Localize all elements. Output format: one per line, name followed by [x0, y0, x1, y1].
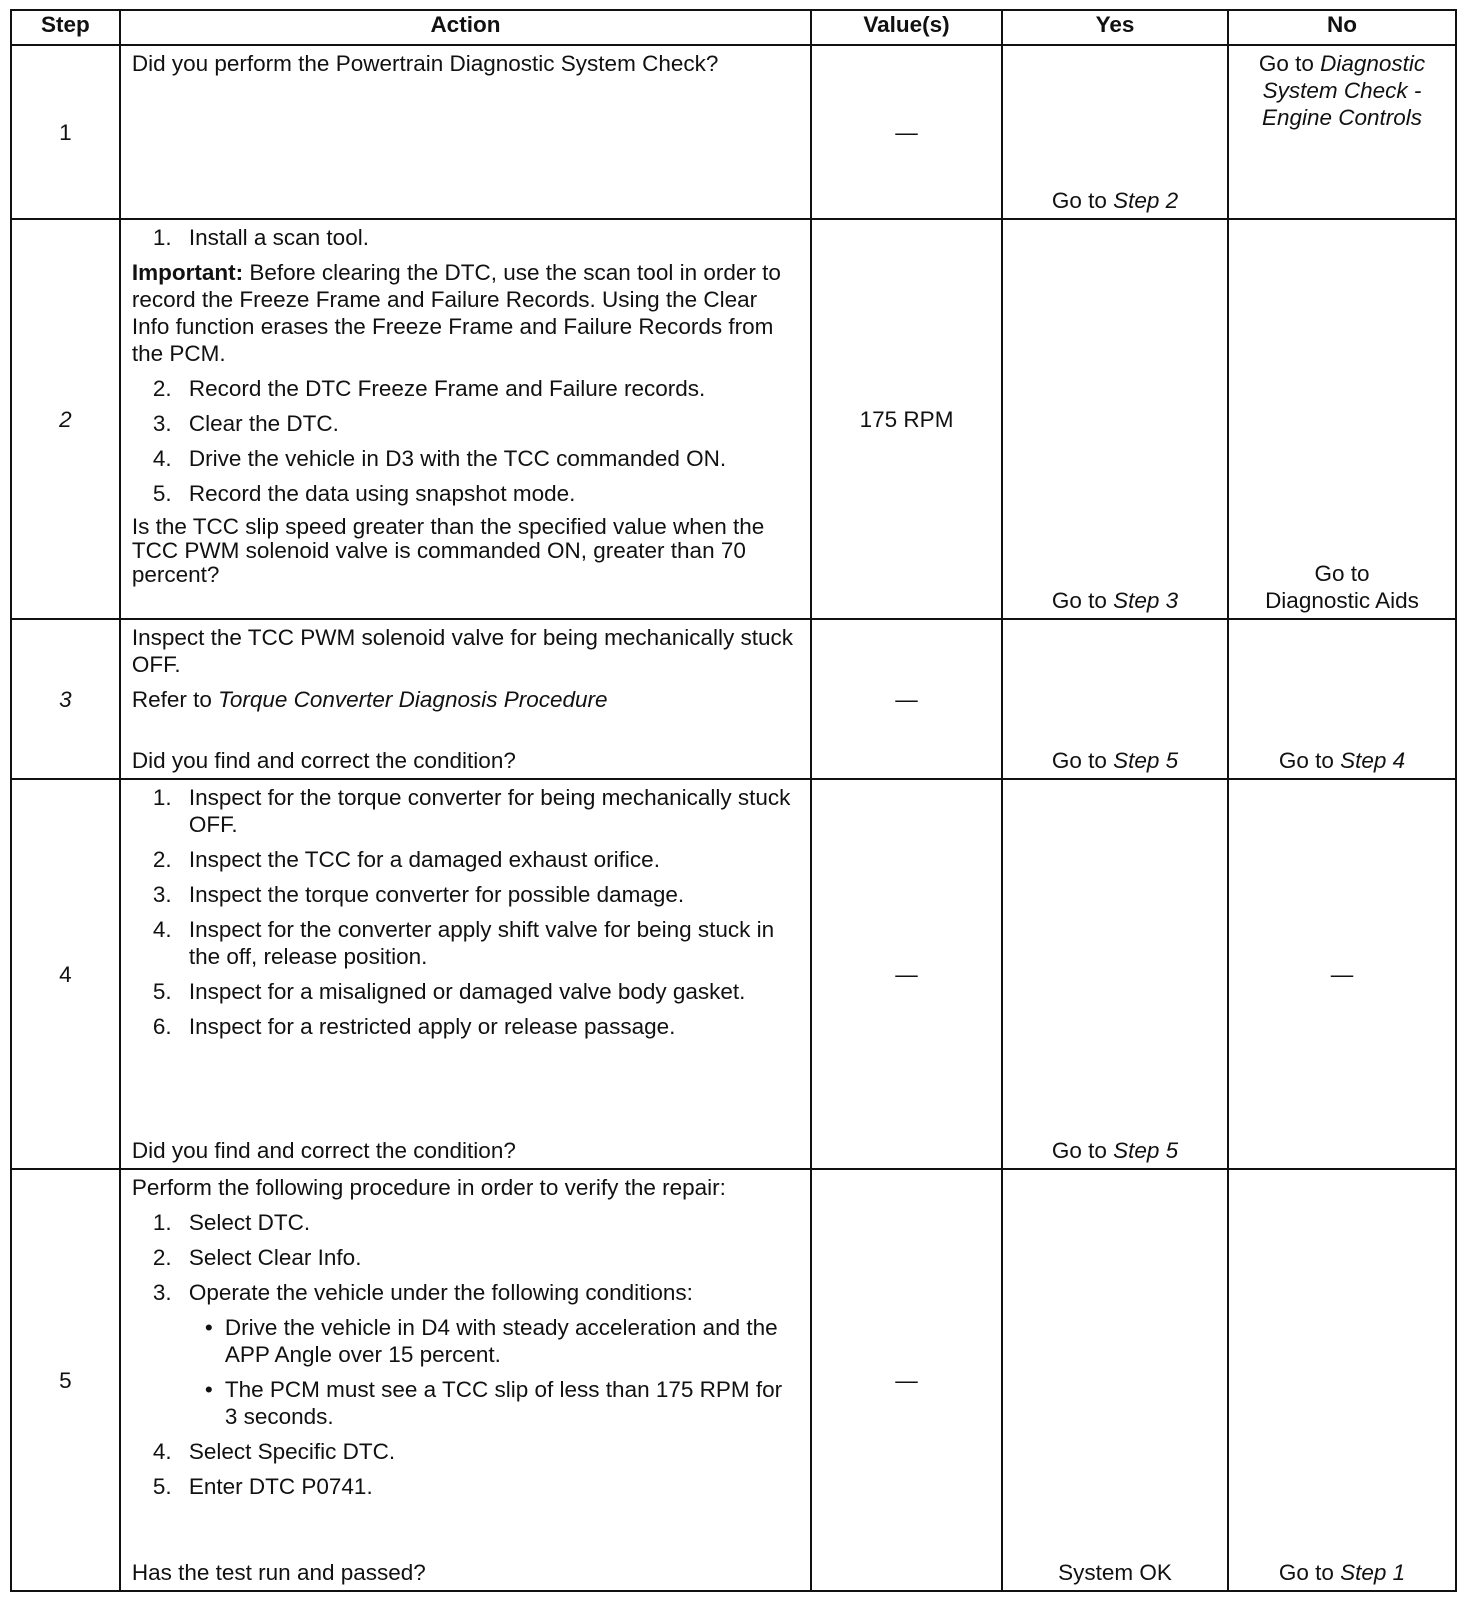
step-number: 4 — [11, 779, 120, 1169]
refer-text: Refer to Torque Converter Diagnosis Procedure — [131, 687, 608, 712]
yes-cell — [1002, 45, 1228, 219]
value-cell: — — [811, 45, 1002, 219]
no-result[interactable] — [1229, 46, 1455, 131]
no-prefix: Go to — [1278, 1560, 1341, 1585]
yes-step-link[interactable]: Step 2 — [1113, 188, 1179, 213]
yes-result[interactable] — [1003, 187, 1227, 214]
no-result[interactable] — [1229, 747, 1455, 774]
yes-result[interactable] — [1003, 747, 1227, 774]
yes-step-link[interactable]: Step 3 — [1113, 588, 1179, 613]
no-prefix: Go to — [1278, 748, 1341, 773]
no-prefix: Go to — [1258, 51, 1321, 76]
action-item: 1. Inspect for the torque converter for being mechanically stuck OFF. — [152, 785, 791, 837]
yes-prefix: Go to — [1051, 188, 1114, 213]
action-text: Inspect the TCC PWM solenoid valve for being mechanically stuck OFF. — [131, 625, 793, 677]
header-row — [11, 10, 1456, 45]
condition-bullet: • The PCM must see a TCC slip of less than 175 RPM for 3 seconds. — [189, 1376, 800, 1430]
no-step-link[interactable]: Step 4 — [1340, 748, 1406, 773]
action-item: 1. Install a scan tool. — [152, 225, 369, 250]
action-item: 1. Select DTC. — [152, 1210, 311, 1235]
yes-step-link[interactable]: Step 5 — [1113, 1138, 1179, 1163]
yes-prefix: Go to — [1051, 588, 1114, 613]
value-cell: 175 RPM — [811, 219, 1002, 619]
no-cell — [1228, 45, 1456, 219]
action-question: Did you find and correct the condition? — [131, 1138, 516, 1163]
no-result[interactable] — [1229, 1559, 1455, 1586]
no-cell — [1228, 619, 1456, 779]
table-row-step-3 — [11, 619, 1456, 779]
action-item: 6. Inspect for a restricted apply or release passage. — [152, 1014, 676, 1039]
condition-bullet: • Drive the vehicle in D4 with steady acceleration and the APP Angle over 15 percent. — [189, 1314, 800, 1368]
action-item: 4. Select Specific DTC. — [152, 1439, 396, 1464]
no-step-link[interactable]: Step 1 — [1340, 1560, 1406, 1585]
action-question: Is the TCC slip speed greater than the specified value when the TCC PWM solenoid valve is commanded ON, greater than 70 percent? — [131, 514, 765, 587]
yes-cell — [1002, 779, 1228, 1169]
action-cell — [120, 779, 811, 1169]
no-cell: — — [1228, 779, 1456, 1169]
yes-result[interactable] — [1003, 587, 1227, 614]
step-number: 1 — [11, 45, 120, 219]
yes-step-link[interactable]: Step 5 — [1113, 748, 1179, 773]
action-item: 5. Inspect for a misaligned or damaged valve body gasket. — [152, 979, 746, 1004]
yes-result[interactable]: System OK — [1058, 1560, 1172, 1585]
action-item: 4. Inspect for the converter apply shift valve for being stuck in the off, release position. — [152, 917, 775, 969]
yes-prefix: Go to — [1051, 1138, 1114, 1163]
yes-cell — [1002, 219, 1228, 619]
action-cell — [120, 619, 811, 779]
action-item: 5. Record the data using snapshot mode. — [152, 481, 576, 506]
action-cell — [120, 45, 811, 219]
no-cell — [1228, 219, 1456, 619]
action-question: Has the test run and passed? — [131, 1560, 426, 1585]
important-note: Important: Before clearing the DTC, use the scan tool in order to record the Freeze Frame and Failure Records. Using the Clear Info function erases the Freeze Frame and Failure Records from the PCM. — [131, 260, 781, 366]
action-item: 3. Clear the DTC. — [152, 411, 339, 436]
action-item: 2. Select Clear Info. — [152, 1245, 362, 1270]
header-yes: Yes — [1002, 10, 1228, 45]
header-values: Value(s) — [811, 10, 1002, 45]
action-item: 3. Operate the vehicle under the following conditions: • Drive the vehicle in D4 with steady acceleration and the APP Angle over 15 percent. • The PCM must see a TCC slip of less than 175 RPM for 3 seconds. — [132, 1279, 800, 1430]
yes-cell — [1002, 619, 1228, 779]
table-row-step-5 — [11, 1169, 1456, 1591]
table-row-step-2 — [11, 219, 1456, 619]
action-cell — [120, 1169, 811, 1591]
yes-cell — [1002, 1169, 1228, 1591]
no-link[interactable]: Diagnostic System Check - Engine Controls — [1261, 51, 1426, 130]
action-cell — [120, 219, 811, 619]
header-step: Step — [11, 10, 120, 45]
action-question: Did you perform the Powertrain Diagnostic System Check? — [131, 51, 719, 76]
step-number: 3 — [11, 619, 120, 779]
header-no: No — [1228, 10, 1456, 45]
diagnostic-table — [10, 9, 1457, 1592]
refer-link[interactable]: Torque Converter Diagnosis Procedure — [218, 687, 608, 712]
no-result[interactable]: Go to Diagnostic Aids — [1265, 561, 1419, 613]
value-cell: — — [811, 1169, 1002, 1591]
action-question: Did you find and correct the condition? — [131, 748, 516, 773]
action-item: 5. Enter DTC P0741. — [152, 1474, 373, 1499]
action-item: 4. Drive the vehicle in D3 with the TCC commanded ON. — [152, 446, 727, 471]
step-number: 2 — [11, 219, 120, 619]
table-row-step-1 — [11, 45, 1456, 219]
action-intro: Perform the following procedure in order to verify the repair: — [131, 1175, 726, 1200]
action-item: 2. Record the DTC Freeze Frame and Failure records. — [152, 376, 706, 401]
step-number: 5 — [11, 1169, 120, 1591]
table-row-step-4 — [11, 779, 1456, 1169]
value-cell: — — [811, 779, 1002, 1169]
no-cell — [1228, 1169, 1456, 1591]
header-action: Action — [120, 10, 811, 45]
action-item: 3. Inspect the torque converter for possible damage. — [152, 882, 685, 907]
value-cell: — — [811, 619, 1002, 779]
yes-result[interactable] — [1003, 1137, 1227, 1164]
yes-prefix: Go to — [1051, 748, 1114, 773]
action-item: 2. Inspect the TCC for a damaged exhaust orifice. — [152, 847, 660, 872]
